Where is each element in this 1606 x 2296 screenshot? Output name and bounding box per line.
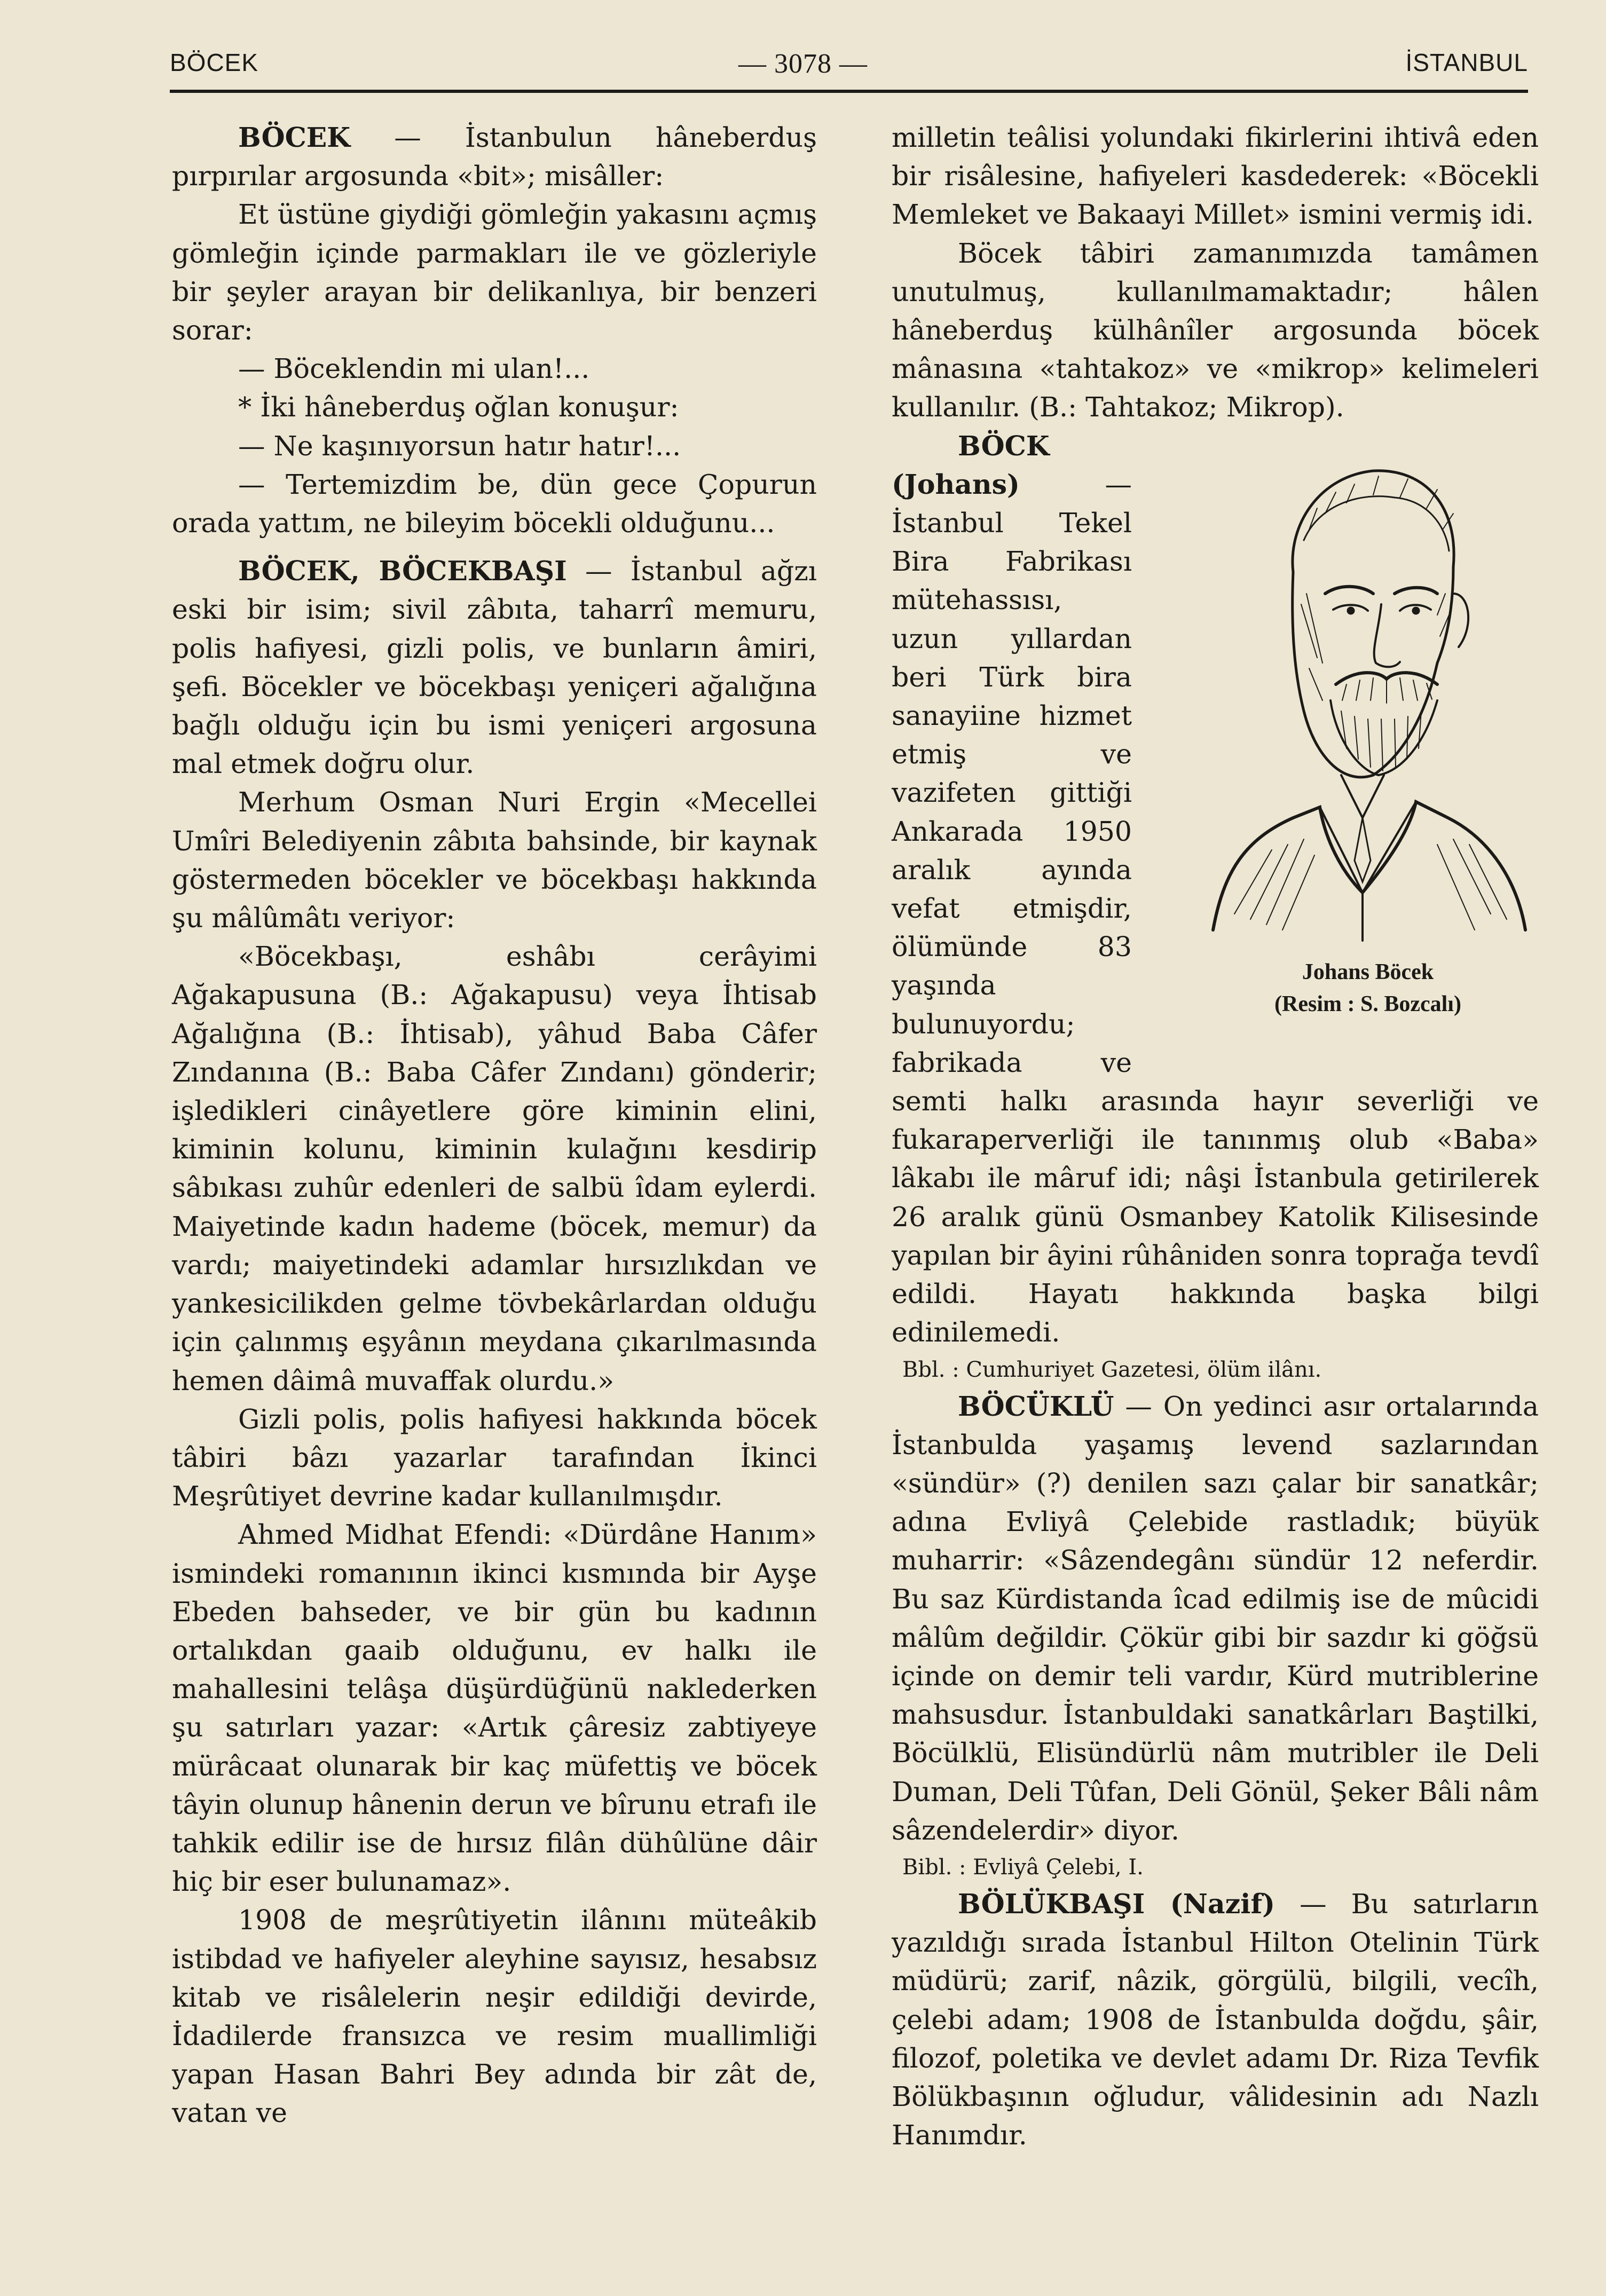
bibliography: Bbl. : Cumhuriyet Gazetesi, ölüm ilânı.: [902, 1357, 1322, 1382]
entry-bocuklu: [892, 1387, 1539, 1850]
paragraph: Gizli polis, polis hafiyesi hakkında böcek tâbiri bâzı yazarlar tarafından İkinci Meşrûtiyet devrine kadar kullanılmışdır.: [172, 1403, 817, 1512]
entry-headword: BÖCEK: [238, 122, 351, 153]
quotation: «Böcekbaşı, eshâbı cerâyimi Ağakapusuna (B.: Ağakapusu) veya İhtisab Ağalığına (B.: İhtisab), yâhud Baba Câfer Zındanına (B.: Baba Câfer Zındanı) gönderir; işledikleri cinâyetlere göre kiminin elini, kiminin kolunu, kiminin kulağını kesdirip sâbıkası zuhûr edenleri de salbü îdam eylerdi. Maiyetinde kadın hademe (böcek, memur) da vardı; maiyetindeki adamlar hırsızlıkdan ve yankesicilikden gelme tövbekârlardan olduğu için çalınmış eşyânın meydana çıkarılmasında hemen dâimâ muvaffak olurdu.»: [172, 941, 817, 1396]
caption-credit: (Resim : S. Bozcalı): [1274, 991, 1461, 1016]
entry-headword: BÖCK (Johans): [892, 430, 1050, 500]
page-number: — 3078 —: [738, 49, 868, 79]
caption-name: Johans Böcek: [1302, 959, 1434, 984]
paragraph: Et üstüne giydiği gömleğin yakasını açmış gömleğin içinde parmakları ile ve gözleriyle bir şeyler arayan bir delikanlıya, bir benzeri sorar:: [172, 199, 817, 346]
entry-headword: BÖLÜKBAŞI (Nazif): [958, 1888, 1276, 1920]
entry-bocek: [172, 119, 817, 195]
paragraph: 1908 de meşrûtiyetin ilânını müteâkib istibdad ve hafiyeler aleyhine sayısız, hesabsız kitab ve risâlelerin neşir edildiği devirde, İdadilerde fransızca ve resim muallimliği yapan Hasan Bahri Bey adında bir zât de, vatan ve: [172, 1904, 817, 2129]
paragraph: milletin teâlisi yolundaki fikirlerini ihtivâ eden bir risâlesine, hafiyeleri kasdederek: «Böcekli Memleket ve Bakaayi Millet» ismini vermiş idi.: [892, 122, 1539, 231]
paragraph: Böcek tâbiri zamanımızda tamâmen unutulmuş, kullanılmamaktadır; hâlen hâneberduş külhânîler argosunda böcek mânasına «tahtakoz» ve «mikrop» kelimeleri kullanılır. (B.: Tahtakoz; Mikrop).: [892, 237, 1539, 423]
portrait-figure: [1144, 433, 1539, 1074]
entry-headword: BÖCÜKLÜ: [958, 1390, 1114, 1422]
entry-text: — Bu satırların yazıldığı sırada İstanbul Hilton Otelinin Türk müdürü; zarif, nâzik, görgülü, bilgili, vecîh, çelebi adam; 1908 de İstanbulda doğdu, şâir, filozof, poletika ve devlet adamı Dr. Riza Tevfik Bölükbaşının oğludur, vâlidesinin adı Nazlı Hanımdır.: [892, 1888, 1539, 2151]
dialogue-line: — Böceklendin mi ulan!...: [238, 353, 590, 385]
entry-text: — İstanbul ağzı eski bir isim; sivil zâbıta, taharrî memuru, polis hafiyesi, gizli polis, ve bunların âmiri, şefi. Böcekler ve böcekbaşı yeniçeri ağalığına bağlı olduğu için bu ismi yeniçeri argosuna mal etmek doğru olur.: [172, 555, 817, 780]
portrait-engraving: [1202, 433, 1533, 946]
entry-text: — İstanbul Tekel Bira Fabrikası mütehassısı, uzun yıllardan beri Türk bira sanayiine hizmet etmiş ve vazifeten gittiği Ankarada 1950 aralık ayında vefat etmişdir, ölümünde 83 yaşında bulunuyordu; fabrikada ve semti halkı arasında hayır severliği ve fukaraperverliği ile tanınmış olub «Baba» lâkabı ile mâruf idi; nâşi İstanbula getirilerek 26 aralık günü Osmanbey Katolik Kilisesinde yapılan bir âyini rûhâniden sonra toprağa tevdî edildi. Hayatı hakkında başka bilgi edinilemedi.: [892, 468, 1539, 1348]
paragraph: Ahmed Midhat Efendi: «Dürdâne Hanım» ismindeki romanının ikinci kısmında bir Ayşe Ebeden bahseder, ve bir gün bu kadının ortalıkdan gaaib olduğunu, ev halkı ile mahallesini telâşa düşürdüğünü naklederken şu satırları yazar: «Artık çâresiz zabtiyeye mürâcaat olunarak bir kaç müfettiş ve böcek tâyin olunup hânenin derun ve bîrunu etrafı ile tahkik edilir ise de hırsız filân dühûlüne dâir hiç bir eser bulunamaz».: [172, 1519, 817, 1898]
running-head-right: İSTANBUL: [1405, 49, 1528, 76]
bibliography: Bibl. : Evliyâ Çelebi, I.: [902, 1855, 1144, 1880]
right-column: [892, 119, 1539, 2155]
paragraph: Merhum Osman Nuri Ergin «Mecellei Umîri Belediyenin zâbıta bahsinde, bir kaynak göstermeden böcekler ve böcekbaşı hakkında şu mâlûmâtı veriyor:: [172, 786, 817, 934]
header-rule: [170, 90, 1528, 93]
entry-text: — İstanbulun hâneberduş pırpırılar argosunda «bit»; misâller:: [172, 122, 817, 192]
dialogue-line: — Ne kaşınıyorsun hatır hatır!...: [238, 430, 681, 462]
dialogue-line: * İki hâneberduş oğlan konuşur:: [238, 391, 679, 423]
entry-bocekbasi: [172, 552, 817, 783]
entry-headword: BÖCEK, BÖCEKBAŞI: [238, 555, 567, 587]
entry-text: — On yedinci asır ortalarında İstanbulda yaşamış levend sazlarından «sündür» (?) denilen sazı çalar bir sanatkâr; adına Evliyâ Çelebide rastladık; büyük muharrir: «Sâzendegânı sündür 12 neferdir. Bu saz Kürdistanda îcad edilmiş ise de mûcidi mâlûm değildir. Çökür gibi bir sazdır ki göğsü içinde on demir teli vardır, Kürd mutriblerine mahsusdur. İstanbuldaki sanatkârları Baştilki, Böcülklü, Elisündürlü nâm mutribler ile Deli Duman, Deli Tûfan, Deli Gönül, Şeker Bâli nâm sâzendelerdir» diyor.: [892, 1390, 1539, 1846]
entry-bolukbasi: [892, 1885, 1539, 2155]
left-column: [172, 119, 817, 2133]
running-head-left: BÖCEK: [170, 49, 259, 76]
dialogue-line: — Tertemizdim be, dün gece Çopurun orada yattım, ne bileyim böcekli olduğunu...: [172, 468, 817, 539]
figure-caption: [1202, 956, 1533, 1020]
